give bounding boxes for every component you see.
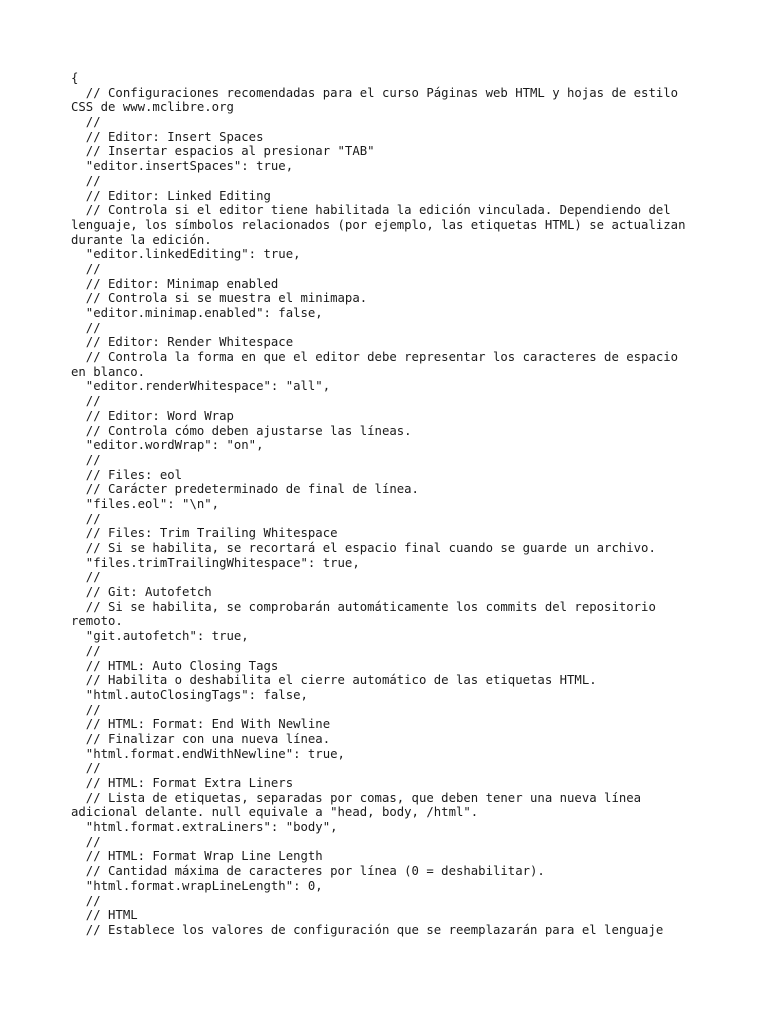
- code-line: // HTML: Auto Closing Tags: [71, 658, 279, 673]
- code-line: "editor.wordWrap": "on",: [71, 438, 264, 453]
- code-line: // Controla si se muestra el minimapa.: [71, 291, 368, 306]
- code-line: // HTML: Format Extra Liners: [71, 776, 294, 790]
- code-line: // Editor: Render Whitespace: [71, 335, 294, 350]
- code-line: // HTML: [71, 908, 138, 923]
- code-line: "git.autofetch": true,: [71, 629, 249, 644]
- code-line: //: [71, 261, 101, 276]
- code-line: //: [71, 702, 101, 717]
- code-line: // HTML: Format Wrap Line Length: [71, 849, 323, 864]
- code-line: //: [71, 834, 101, 849]
- code-line: "editor.insertSpaces": true,: [71, 159, 294, 174]
- document-page: [71, 71, 711, 938]
- code-line: // Controla cómo deben ajustarse las líneas.: [71, 423, 412, 438]
- code-line: "html.format.endWithNewline": true,: [71, 746, 345, 761]
- code-line: // Finalizar con una nueva línea.: [71, 731, 331, 746]
- code-line: {: [71, 71, 79, 85]
- code-line: // Editor: Linked Editing: [71, 188, 271, 203]
- code-line: "files.eol": "\n",: [71, 496, 220, 511]
- code-line: //: [71, 115, 101, 130]
- code-line: // HTML: Format: End With Newline: [71, 717, 331, 732]
- code-line: "html.autoClosingTags": false,: [71, 687, 308, 702]
- code-line: "editor.renderWhitespace": "all",: [71, 379, 331, 394]
- code-line: //: [71, 173, 101, 188]
- code-line: //: [71, 893, 101, 908]
- code-line: // Files: eol: [71, 467, 183, 482]
- code-line: en blanco.: [71, 364, 146, 379]
- code-line: lenguaje, los símbolos relacionados (por ejemplo, las etiquetas HTML) se actualizan: [71, 217, 686, 232]
- code-line: //: [71, 511, 101, 526]
- code-line: // Carácter predeterminado de final de línea.: [71, 482, 419, 497]
- code-line: // Controla si el editor tiene habilitada la edición vinculada. Dependiendo del: [71, 203, 671, 218]
- code-line: // Controla la forma en que el editor debe representar los caracteres de espacio: [71, 350, 679, 365]
- code-line: // Habilita o deshabilita el cierre automático de las etiquetas HTML.: [71, 673, 597, 688]
- code-line: "files.trimTrailingWhitespace": true,: [71, 555, 360, 570]
- code-line: // Si se habilita, se comprobarán automáticamente los commits del repositorio: [71, 599, 656, 614]
- code-line: "editor.minimap.enabled": false,: [71, 306, 323, 320]
- code-line: // Establece los valores de configuración que se reemplazarán para el lenguaje: [71, 922, 664, 937]
- code-line: // Lista de etiquetas, separadas por comas, que deben tener una nueva línea: [71, 790, 642, 805]
- code-line: "html.format.extraLiners": "body",: [71, 820, 338, 835]
- code-line: CSS de www.mclibre.org: [71, 100, 234, 115]
- code-line: remoto.: [71, 614, 123, 629]
- code-line: //: [71, 761, 101, 776]
- code-line: //: [71, 320, 101, 335]
- code-line: //: [71, 452, 101, 467]
- code-line: durante la edición.: [71, 232, 212, 247]
- code-block: [71, 71, 711, 938]
- code-line: // Git: Autofetch: [71, 585, 212, 600]
- code-line: // Editor: Minimap enabled: [71, 276, 279, 291]
- code-line: adicional delante. null equivale a "head, body, /html".: [71, 805, 479, 820]
- code-line: // Editor: Insert Spaces: [71, 129, 264, 144]
- code-line: "editor.linkedEditing": true,: [71, 247, 301, 262]
- code-line: // Insertar espacios al presionar "TAB": [71, 144, 375, 159]
- code-line: // Editor: Word Wrap: [71, 408, 234, 423]
- code-line: // Si se habilita, se recortará el espacio final cuando se guarde un archivo.: [71, 541, 656, 555]
- code-line: //: [71, 570, 101, 585]
- code-line: //: [71, 394, 101, 409]
- code-line: // Files: Trim Trailing Whitespace: [71, 526, 338, 541]
- code-line: "html.format.wrapLineLength": 0,: [71, 878, 323, 893]
- code-line: // Configuraciones recomendadas para el curso Páginas web HTML y hojas de estilo: [71, 85, 679, 100]
- code-line: //: [71, 643, 101, 658]
- code-line: // Cantidad máxima de caracteres por línea (0 = deshabilitar).: [71, 864, 545, 879]
